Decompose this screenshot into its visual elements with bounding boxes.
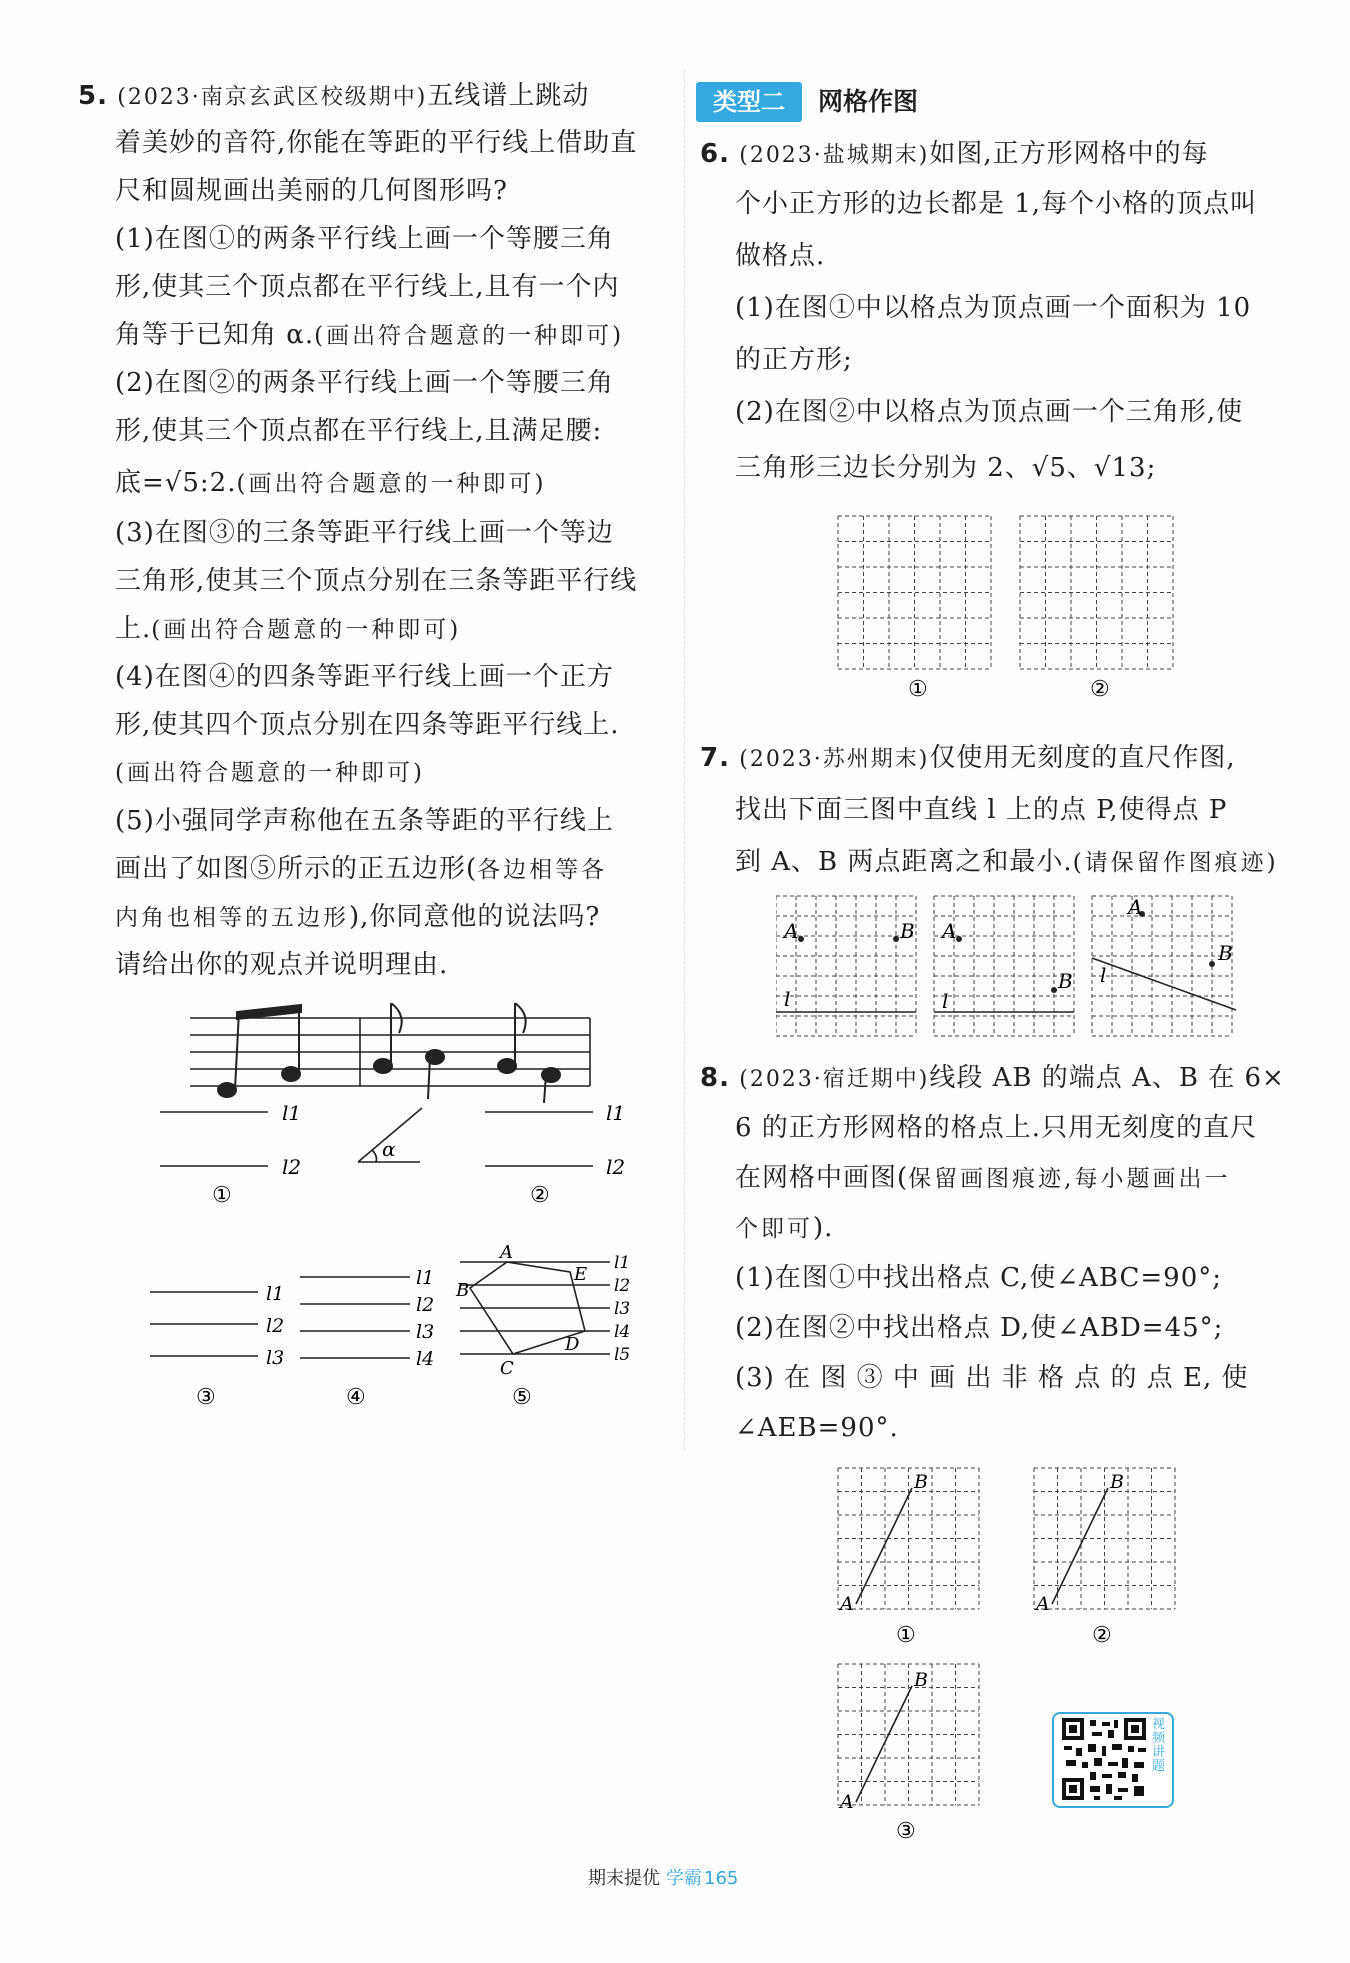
q5-text-0: 五线谱上跳动 (427, 81, 590, 111)
q7-point-B-3 (1209, 961, 1215, 967)
q5-number: 5. (78, 81, 108, 111)
q6-grid-figures (836, 514, 1186, 710)
q7-point-B-1 (893, 936, 899, 942)
fig1-l1: l1 (282, 1101, 302, 1125)
q5-line-8: 形,使其三个顶点都在平行线上,且满足腰: (115, 416, 603, 446)
q7-point-A-2 (956, 936, 962, 942)
q5-text-9: 底=√5:2. (115, 468, 237, 498)
fig5-l5: l5 (614, 1345, 631, 1365)
q6-line-5: 的正方形; (735, 345, 853, 375)
q6-line-4: (1)在图①中以格点为顶点画一个面积为 10 (735, 293, 1252, 323)
q7-label-l-3: l (1100, 963, 1107, 987)
q5-note-1: (画出符合题意的一种即可) (314, 323, 625, 349)
q8-label-A-1: A (840, 1593, 854, 1615)
q8-caption-1: ① (896, 1623, 916, 1648)
fig3-l1: l1 (266, 1283, 285, 1305)
q8-line-2: 6 的正方形网格的格点上.只用无刻度的直尺 (735, 1113, 1258, 1143)
q7-label-l-1: l (784, 987, 791, 1011)
q7-label-A-2: A (942, 919, 957, 943)
video-qr-code[interactable] (1052, 1712, 1174, 1808)
q5-line-7: (2)在图②的两条平行线上画一个等腰三角 (115, 368, 614, 398)
q5-text-22: ),你同意他的说法吗? (349, 902, 601, 932)
fig3-l3: l3 (266, 1347, 285, 1369)
fig3-l2: l2 (266, 1315, 285, 1337)
pentagon-A: A (500, 1242, 513, 1263)
page-footer (588, 1864, 738, 1890)
q7-line-l-3 (1092, 958, 1236, 1010)
fig5-l2: l2 (614, 1276, 631, 1296)
q7-number: 7. (700, 743, 730, 773)
q8-grid-2 (1034, 1468, 1175, 1609)
q6-line-1 (700, 138, 1209, 172)
q5-line-10: (3)在图③的三条等距平行线上画一个等边 (115, 518, 614, 548)
q7-label-A-1: A (784, 919, 799, 943)
fig4-l4: l4 (416, 1348, 435, 1370)
q8-label-B-1: B (914, 1471, 928, 1493)
q6-line-3: 做格点. (735, 241, 826, 271)
fig-caption-1: ① (212, 1183, 232, 1208)
q5-line-16: (5)小强同学声称他在五条等距的平行线上 (115, 806, 614, 836)
q5-line-15: (画出符合题意的一种即可) (115, 760, 425, 786)
q8-note: 保留画图痕迹,每小题画出一 (908, 1166, 1231, 1192)
q7-note: (请保留作图痕迹) (1072, 850, 1279, 876)
q8-segment-AB-1 (856, 1488, 912, 1604)
q7-label-B-1: B (900, 919, 915, 943)
q6-text-0: 如图,正方形网格中的每 (929, 139, 1209, 169)
q8-line-7: (3) 在 图 ③ 中 画 出 非 格 点 的 点 E, 使 (735, 1363, 1249, 1393)
fig5-l4: l4 (614, 1322, 631, 1342)
fig4-l1: l1 (416, 1267, 435, 1289)
q6-caption-2: ② (1090, 677, 1110, 702)
footer-book: 期末提优 (588, 1868, 660, 1889)
q7-line-2: 找出下面三图中直线 l 上的点 P,使得点 P (735, 795, 1228, 825)
fig4-l2: l2 (416, 1294, 435, 1316)
q8-text-0: 线段 AB 的端点 A、B 在 6× (929, 1063, 1285, 1093)
q8-grid-1 (838, 1468, 979, 1609)
q5-line-2: 着美妙的音符,你能在等距的平行线上借助直 (115, 128, 638, 158)
q8-text-2: 在网格中画图( (735, 1163, 909, 1193)
fig2-l1: l1 (606, 1101, 626, 1125)
q7-line-1 (700, 742, 1236, 776)
q6-line-6: (2)在图②中以格点为顶点画一个三角形,使 (735, 397, 1244, 427)
q8-source: (2023·宿迁期中) (739, 1067, 930, 1092)
fig4-l3: l3 (416, 1321, 435, 1343)
q5-line-5: 形,使其三个顶点都在平行线上,且有一个内 (115, 272, 620, 302)
q7-line-3 (735, 846, 1279, 879)
q7-label-B-2: B (1058, 969, 1073, 993)
q5-line-6 (115, 319, 624, 352)
fig1-l2: l2 (282, 1155, 302, 1179)
q7-source: (2023·苏州期末) (739, 747, 930, 772)
q8-segment-AB-2 (1052, 1488, 1108, 1604)
q7-label-A-3: A (1128, 895, 1143, 919)
q5-text-13: 上. (115, 614, 152, 644)
q6-line-7: 三角形三边长分别为 2、√5、√13; (735, 453, 1157, 483)
column-divider (684, 70, 685, 1450)
q8-label-B-2: B (1110, 1471, 1124, 1493)
q5-line-9 (115, 467, 546, 500)
q5-source: (2023·南京玄武区校级期中) (117, 85, 428, 110)
fig5-l3: l3 (614, 1299, 631, 1319)
q7-point-B-2 (1051, 987, 1057, 993)
q5-line-1 (78, 80, 589, 114)
q8-label-B-3: B (914, 1669, 928, 1691)
q7-grid-1 (776, 896, 916, 1036)
q5-line-12 (115, 613, 461, 646)
q5-line-17 (115, 853, 607, 886)
q7-grid-2 (934, 896, 1074, 1036)
q5-line-3: 尺和圆规画出美丽的几何图形吗? (115, 176, 508, 206)
pentagon-E: E (574, 1264, 588, 1285)
q7-label-B-3: B (1218, 941, 1233, 965)
q8-caption-2: ② (1092, 1623, 1112, 1648)
q5-note-2: (画出符合题意的一种即可) (236, 471, 547, 497)
fig-caption-2: ② (530, 1183, 550, 1208)
pentagon-D: D (565, 1334, 580, 1355)
q5-line-19: 请给出你的观点并说明理由. (115, 950, 449, 980)
footer-brand: 学霸 (666, 1868, 702, 1889)
qr-code-icon (1062, 1718, 1150, 1802)
qr-label: 视频讲题 (1152, 1717, 1166, 1774)
q5-text-19: 画出了如图⑤所示的正五边形( (115, 854, 478, 884)
q6-grid-2 (1020, 516, 1173, 669)
q8-segment-AB-3 (856, 1686, 912, 1802)
q7-text-2: 到 A、B 两点距离之和最小. (735, 847, 1073, 877)
q6-source: (2023·盐城期末) (739, 143, 930, 168)
q8-label-A-2: A (1036, 1593, 1050, 1615)
q5-line-11: 三角形,使其三个顶点分别在三条等距平行线 (115, 566, 638, 596)
q8-text-5: ). (813, 1213, 834, 1243)
q7-text-0: 仅使用无刻度的直尺作图, (929, 743, 1236, 773)
q8-number: 8. (700, 1063, 730, 1093)
q8-line-5: (1)在图①中找出格点 C,使∠ABC=90°; (735, 1263, 1222, 1293)
fig1-alpha: α (382, 1137, 396, 1161)
q6-caption-1: ① (908, 677, 928, 702)
q5-note-5: 内角也相等的五边形 (115, 905, 349, 931)
q7-point-A-1 (798, 936, 804, 942)
q8-line-3 (735, 1162, 1230, 1195)
q5-text-5: 角等于已知角 α. (115, 320, 315, 350)
q7-label-l-2: l (942, 989, 949, 1013)
section-badge: 类型二 (696, 82, 802, 122)
q8-line-6: (2)在图②中找出格点 D,使∠ABD=45°; (735, 1313, 1224, 1343)
q6-line-2: 个小正方形的边长都是 1,每个小格的顶点叫 (735, 189, 1258, 219)
q5-line-18 (115, 901, 600, 934)
footer-page-number: 165 (704, 1868, 739, 1889)
q8-line-4 (735, 1212, 833, 1245)
fig-caption-5: ⑤ (512, 1385, 532, 1410)
q8-note-2: 个即可 (735, 1216, 813, 1242)
q5-note-3: (画出符合题意的一种即可) (151, 617, 462, 643)
q5-note-4: 各边相等各 (477, 857, 608, 883)
q6-number: 6. (700, 139, 730, 169)
q8-label-A-3: A (840, 1791, 854, 1813)
q8-line-8: ∠AEB=90°. (735, 1413, 899, 1443)
pentagon-B: B (456, 1280, 470, 1301)
q5-figures-1-2 (150, 1100, 660, 1210)
fig-caption-3: ③ (196, 1385, 216, 1410)
fig5-l1: l1 (614, 1253, 631, 1273)
q8-grid-3 (838, 1664, 979, 1805)
fig-caption-4: ④ (346, 1385, 366, 1410)
fig2-l2: l2 (606, 1155, 626, 1179)
q8-line-1 (700, 1062, 1285, 1096)
q7-grid-figures (776, 894, 1242, 1038)
q5-line-14: 形,使其四个顶点分别在四条等距平行线上. (115, 710, 620, 740)
q6-grid-1 (838, 516, 991, 669)
q5-line-13: (4)在图④的四条等距平行线上画一个正方 (115, 662, 614, 692)
q8-caption-3: ③ (896, 1819, 916, 1842)
q5-figures-3-4-5 (140, 1232, 670, 1412)
q5-line-4: (1)在图①的两条平行线上画一个等腰三角 (115, 224, 614, 254)
music-staff-figure (185, 1003, 595, 1103)
pentagon-C: C (500, 1358, 514, 1379)
section-title: 网格作图 (818, 87, 919, 116)
